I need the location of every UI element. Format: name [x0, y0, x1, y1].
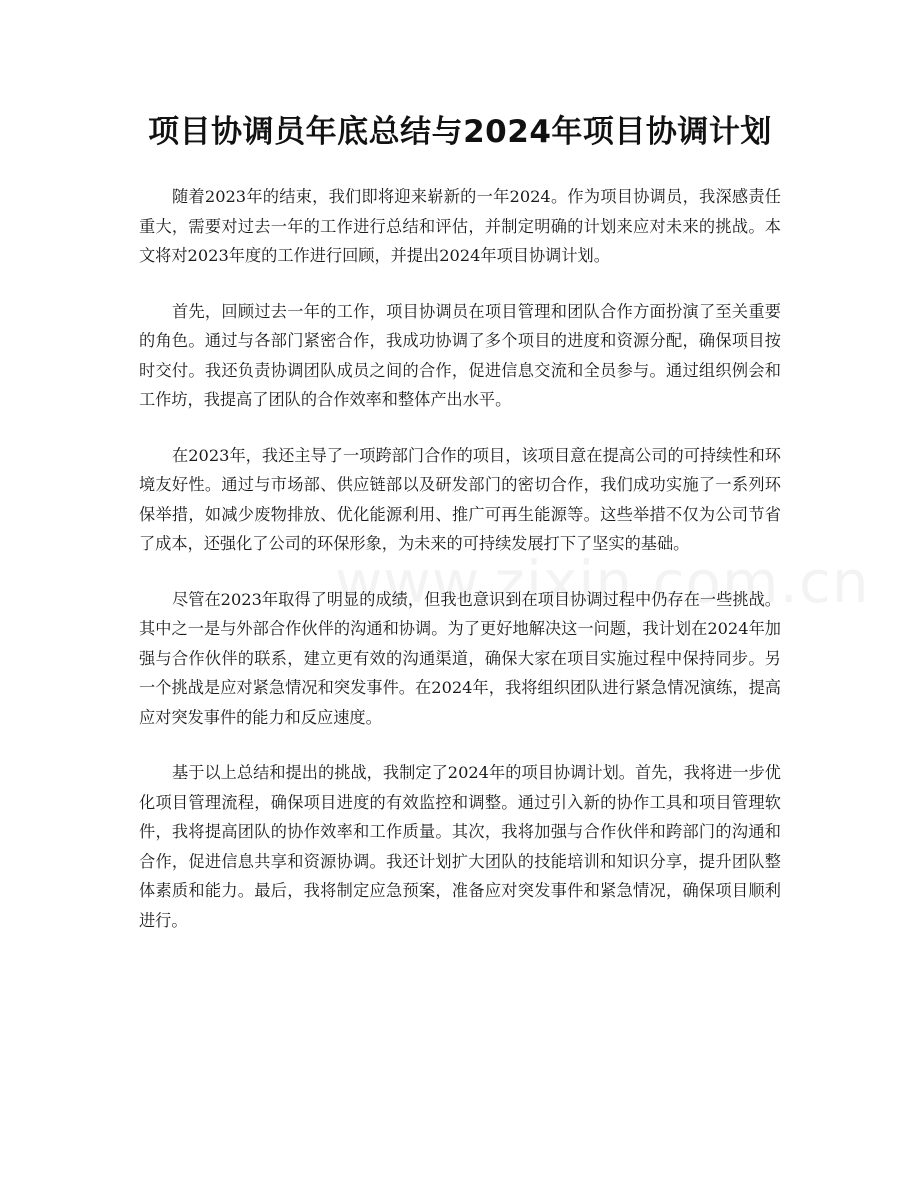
paragraph-1: 随着2023年的结束，我们即将迎来崭新的一年2024。作为项目协调员，我深感责任重大，需要对过去一年的工作进行总结和评估，并制定明确的计划来应对未来的挑战。本文将对2023年度的工作进行回顾，并提出2024年项目协调计划。	[139, 187, 781, 265]
paragraph-4: 尽管在2023年取得了明显的成绩，但我也意识到在项目协调过程中仍存在一些挑战。其中之一是与外部合作伙伴的沟通和协调。为了更好地解决这一问题，我计划在2024年加强与合作伙伴的联系，建立更有效的沟通渠道，确保大家在项目实施过程中保持同步。另一个挑战是应对紧急情况和突发事件。在2024年，我将组织团队进行紧急情况演练，提高应对突发事件的能力和反应速度。	[139, 589, 781, 727]
paragraph-5: 基于以上总结和提出的挑战，我制定了2024年的项目协调计划。首先，我将进一步优化项目管理流程，确保项目进度的有效监控和调整。通过引入新的协作工具和项目管理软件，我将提高团队的协作效率和工作质量。其次，我将加强与合作伙伴和跨部门的沟通和合作，促进信息共享和资源协调。我还计划扩大团队的技能培训和知识分享，提升团队整体素质和能力。最后，我将制定应急预案，准备应对突发事件和紧急情况，确保项目顺利进行。	[139, 763, 781, 930]
document-body	[139, 182, 781, 961]
paragraph-3: 在2023年，我还主导了一项跨部门合作的项目，该项目意在提高公司的可持续性和环境友好性。通过与市场部、供应链部以及研发部门的密切合作，我们成功实施了一系列环保举措，如减少废物排放、优化能源利用、推广可再生能源等。这些举措不仅为公司节省了成本，还强化了公司的环保形象，为未来的可持续发展打下了坚实的基础。	[139, 445, 781, 553]
document-title: 项目协调员年底总结与2024年项目协调计划	[148, 114, 772, 150]
paragraph-2: 首先，回顾过去一年的工作，项目协调员在项目管理和团队合作方面扮演了至关重要的角色。通过与各部门紧密合作，我成功协调了多个项目的进度和资源分配，确保项目按时交付。我还负责协调团队成员之间的合作，促进信息交流和全员参与。通过组织例会和工作坊，我提高了团队的合作效率和整体产出水平。	[139, 301, 781, 409]
